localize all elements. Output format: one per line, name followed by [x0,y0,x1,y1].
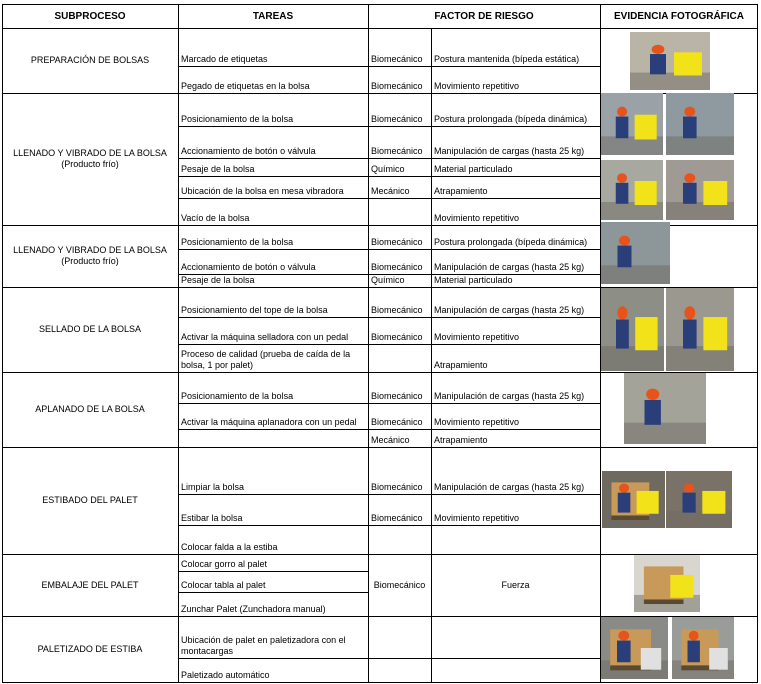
riesgo-factor-text: Manipulación de cargas (hasta 25 kg) [434,146,585,156]
tarea-cell-text: Limpiar la bolsa [181,482,245,492]
riesgo-tipo-text: Biomecánico [371,81,423,91]
subproceso-cell [2,93,178,225]
subproceso-cell [2,554,178,616]
riesgo-tipo [368,249,431,274]
riesgo-factor [431,616,600,658]
riesgo-tipo [368,66,431,93]
header-tareas-text: TAREAS [252,10,294,22]
riesgo-tipo-text: Biomecánico [371,513,423,523]
subproceso-name: APLANADO DE LA BOLSA [35,404,145,414]
col-line [600,4,601,682]
riesgo-factor-text: Movimiento repetitivo [434,417,520,427]
riesgo-tipo-text: Biomecánico [371,332,423,342]
col-line [431,4,432,682]
tarea-cell [178,66,368,93]
evidence-photo [600,93,663,155]
riesgo-factor-text: Postura prolongada (bípeda dinámica) [434,237,588,247]
riesgo-tipo [368,158,431,176]
header-mask [431,5,432,28]
subproceso-name: LLENADO Y VIBRADO DE LA BOLSA [13,148,167,158]
tarea-cell [178,403,368,429]
riesgo-factor [431,317,600,344]
tarea-cell [178,317,368,344]
evidence-photo [600,617,668,679]
subproceso-cell [2,616,178,682]
row-divider [178,403,600,404]
header-tareas [178,4,368,28]
tarea-cell [178,429,368,447]
row-divider [178,494,600,495]
riesgo-factor-text: Manipulación de cargas (hasta 25 kg) [434,305,585,315]
riesgo-tipo-text: Biomecánico [371,54,423,64]
col-line [368,4,369,682]
tarea-cell-text: Vacío de la bolsa [181,213,250,223]
riesgo-factor-text: Manipulación de cargas (hasta 25 kg) [434,262,585,272]
riesgo-tipo-text: Mecánico [371,186,410,196]
tarea-cell [178,198,368,225]
tarea-cell [178,494,368,525]
subproceso-cell [2,287,178,372]
riesgo-tipo-text: Biomecánico [371,417,423,427]
tarea-cell-text: Colocar tabla al palet [181,580,266,590]
row-divider [178,429,600,430]
riesgo-tipo [368,616,431,658]
row-divider [178,249,600,250]
riesgo-tipo-text: Biomecánico [371,482,423,492]
evidence-photo [600,288,664,371]
riesgo-factor-text: Fuerza [501,579,530,590]
header-evidencia-text: EVIDENCIA FOTOGRÁFICA [613,10,744,22]
riesgo-tipo [368,429,431,447]
riesgo-factor [431,287,600,317]
tarea-cell-text: Colocar gorro al palet [181,559,268,569]
riesgo-tipo [368,494,431,525]
row-divider [178,658,600,659]
riesgo-factor [431,344,600,372]
riesgo-tipo [368,198,431,225]
riesgo-factor [431,525,600,554]
row-divider [178,317,600,318]
riesgo-tipo-text: Biomecánico [371,114,423,124]
tarea-cell-text: Posicionamiento del tope de la bolsa [181,305,328,315]
tarea-cell [178,658,368,682]
riesgo-factor [431,66,600,93]
header-subproceso-text: SUBPROCESO [54,10,126,22]
riesgo-tipo [368,372,431,403]
tarea-cell-text: Pegado de etiquetas en la bolsa [181,81,310,91]
tarea-cell [178,571,368,592]
tarea-cell-text: Zunchar Palet (Zunchadora manual) [181,604,326,614]
riesgo-tipo [368,344,431,372]
riesgo-factor [431,93,600,126]
section-divider [2,682,758,683]
riesgo-tipo [368,274,431,287]
subproceso-name: EMBALAJE DEL PALET [41,579,139,590]
riesgo-factor-text: Postura mantenida (bípeda estática) [434,54,580,64]
col-line [757,4,758,682]
row-divider [178,592,368,593]
riesgo-tipo-text: Biomecánico [371,146,423,156]
riesgo-tipo-text: Biomecánico [371,391,423,401]
col-line [2,4,3,682]
tarea-cell-text: Paletizado automático [181,670,270,680]
tarea-cell-text: Posicionamiento de la bolsa [181,391,294,401]
riesgo-tipo [368,225,431,249]
riesgo-factor-text: Movimiento repetitivo [434,332,520,342]
row-divider [178,158,600,159]
subproceso-name: LLENADO Y VIBRADO DE LA BOLSA [13,245,167,255]
riesgo-factor-text: Material particulado [434,164,513,174]
tarea-cell-text: Accionamiento de botón o válvula [181,262,316,272]
riesgo-tipo [368,28,431,66]
tarea-cell [178,592,368,616]
riesgo-tipo [368,525,431,554]
tarea-cell-text: Colocar falda a la estiba [181,542,278,552]
riesgo-factor [431,429,600,447]
row-divider [178,344,600,345]
tarea-cell-text: Activar la máquina aplanadora con un pedal [181,417,357,427]
evidence-photo [666,160,734,220]
riesgo-factor [431,403,600,429]
tarea-cell-text: Ubicación de la bolsa en mesa vibradora [181,186,344,196]
riesgo-factor [431,176,600,198]
riesgo-tipo [368,287,431,317]
tarea-cell [178,126,368,158]
riesgo-tipo-text: Químico [371,164,405,174]
riesgo-factor [431,198,600,225]
tarea-cell-text: Pesaje de la bolsa [181,164,255,174]
evidence-photo [624,373,706,444]
evidence-photo [672,617,734,679]
riesgo-factor [431,249,600,274]
tarea-cell-text: Posicionamiento de la bolsa [181,237,294,247]
riesgo-tipo [368,554,431,616]
subproceso-note: (Producto frío) [61,159,119,169]
riesgo-factor-text: Atrapamiento [434,186,488,196]
risk-table [2,4,758,682]
subproceso-cell [2,372,178,447]
riesgo-factor [431,372,600,403]
tarea-cell [178,249,368,274]
tarea-cell-text: Estibar la bolsa [181,513,243,523]
tarea-cell [178,287,368,317]
subproceso-name: ESTIBADO DEL PALET [42,495,138,505]
riesgo-factor [431,658,600,682]
header-factor [368,4,600,28]
tarea-cell [178,28,368,66]
riesgo-tipo-text: Mecánico [371,435,410,445]
riesgo-tipo [368,176,431,198]
table-top [2,4,758,5]
tarea-cell-text: Activar la máquina selladora con un pedal [181,332,349,342]
row-divider [178,274,600,275]
tarea-cell-text: Pesaje de la bolsa [181,275,255,285]
riesgo-factor-text: Movimiento repetitivo [434,513,520,523]
evidence-photo [666,288,734,371]
tarea-cell-text: Ubicación de palet en paletizadora con el montacargas [181,635,346,656]
tarea-cell [178,344,368,372]
riesgo-factor [431,158,600,176]
row-divider [178,571,368,572]
riesgo-factor [431,274,600,287]
tarea-cell-text: Marcado de etiquetas [181,54,268,64]
tarea-cell [178,616,368,658]
evidence-photo [634,555,700,612]
riesgo-tipo [368,126,431,158]
riesgo-tipo-text: Biomecánico [371,305,423,315]
riesgo-factor-text: Movimiento repetitivo [434,213,520,223]
riesgo-factor [431,225,600,249]
riesgo-tipo [368,403,431,429]
riesgo-tipo-text: Químico [371,275,405,285]
row-divider [178,525,600,526]
header-subproceso [2,4,178,28]
riesgo-tipo [368,658,431,682]
riesgo-factor [431,447,600,494]
row-divider [178,176,600,177]
subproceso-name: PALETIZADO DE ESTIBA [37,643,143,654]
tarea-cell [178,554,368,571]
tarea-cell-text: Posicionamiento de la bolsa [181,114,294,124]
riesgo-factor [431,126,600,158]
tarea-cell [178,176,368,198]
riesgo-factor-text: Postura prolongada (bípeda dinámica) [434,114,588,124]
riesgo-factor [431,494,600,525]
row-divider [178,66,600,67]
tarea-cell [178,225,368,249]
row-divider [178,198,600,199]
riesgo-factor-text: Manipulación de cargas (hasta 25 kg) [434,391,585,401]
tarea-cell [178,447,368,494]
riesgo-tipo [368,447,431,494]
header-evidencia [600,4,758,28]
tarea-cell [178,274,368,287]
evidence-photo [600,160,663,220]
tarea-cell [178,93,368,126]
riesgo-tipo [368,317,431,344]
evidence-photo [600,222,670,284]
subproceso-name: SELLADO DE LA BOLSA [38,324,142,334]
subproceso-name: PREPARACIÓN DE BOLSAS [30,55,150,65]
riesgo-tipo-text: Biomecánico [371,262,423,272]
tarea-cell [178,372,368,403]
subproceso-cell [2,28,178,93]
evidence-photo [602,471,665,528]
riesgo-factor-text: Atrapamiento [434,435,488,445]
riesgo-factor-text: Manipulación de cargas (hasta 25 kg) [434,482,585,492]
riesgo-tipo [368,93,431,126]
tarea-cell [178,158,368,176]
tarea-cell-text: Accionamiento de botón o válvula [181,146,316,156]
evidence-photo [666,471,732,528]
tarea-cell-text: Proceso de calidad (prueba de caída de la bolsa, 1 por palet) [181,349,351,370]
header-factor-text: FACTOR DE RIESGO [434,10,534,22]
riesgo-tipo-text: Biomecánico [373,579,426,590]
subproceso-cell [2,447,178,554]
evidence-photo [666,93,734,155]
riesgo-factor [431,28,600,66]
riesgo-factor-text: Material particulado [434,275,513,285]
riesgo-factor-text: Atrapamiento [434,360,488,370]
riesgo-factor [431,554,600,616]
subproceso-note: (Producto frío) [61,256,119,266]
col-line [178,4,179,682]
riesgo-factor-text: Movimiento repetitivo [434,81,520,91]
tarea-cell [178,525,368,554]
row-divider [178,126,600,127]
riesgo-tipo-text: Biomecánico [371,237,423,247]
header-divider [2,28,758,29]
subproceso-cell [2,225,178,287]
evidence-photo [630,32,710,90]
